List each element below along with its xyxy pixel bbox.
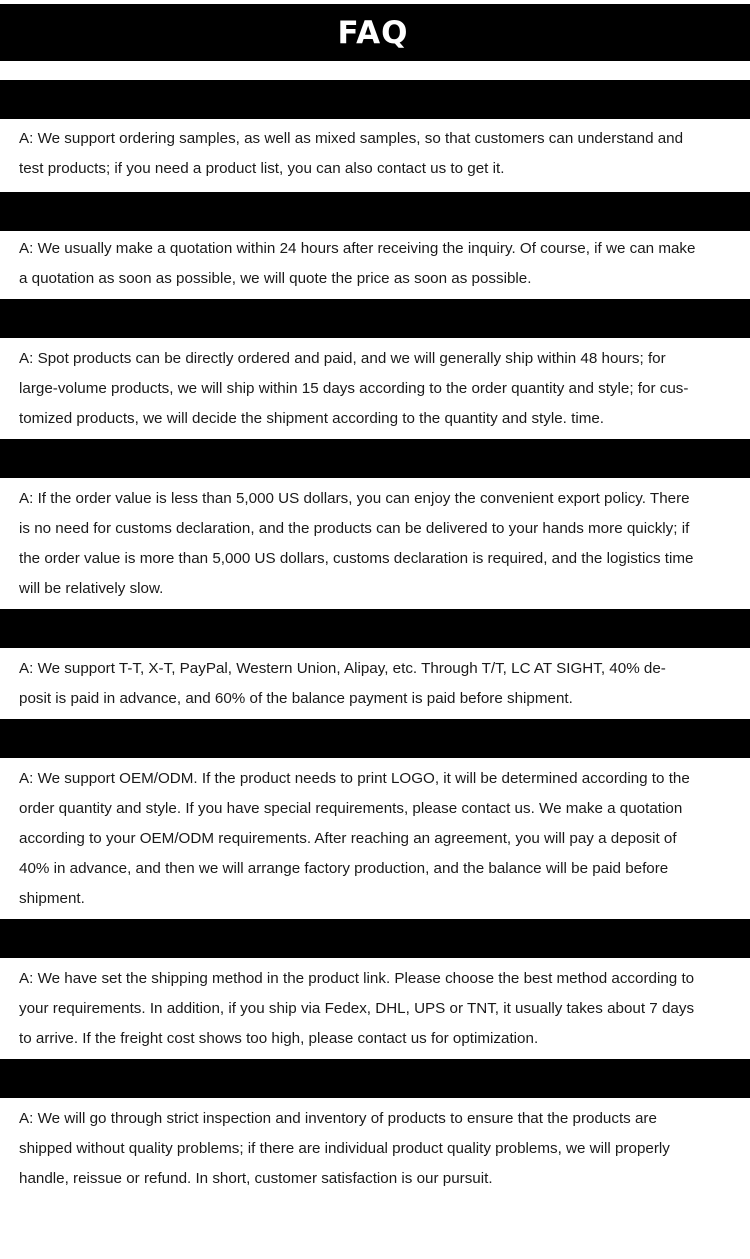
faq-answer: [19, 484, 735, 604]
faq-answer: [19, 764, 735, 914]
faq-answer: [19, 964, 735, 1054]
page-title: FAQ: [337, 14, 409, 51]
answer-line: according to your OEM/ODM requirements. After reaching an agreement, you will pay a deposit of: [19, 830, 677, 847]
answer-line: test products; if you need a product list, you can also contact us to get it.: [19, 160, 505, 177]
answer-line: A: Spot products can be directly ordered and paid, and we will generally ship within 48 hours; for: [19, 350, 666, 367]
faq-answer: [19, 1104, 735, 1194]
answer-line: A: If the order value is less than 5,000 US dollars, you can enjoy the convenient export policy. There: [19, 490, 690, 507]
answer-line: A: We support ordering samples, as well as mixed samples, so that customers can understand and: [19, 130, 684, 147]
faq-question-bar: [0, 439, 750, 478]
answer-line: A: We will go through strict inspection and inventory of products to ensure that the products are: [19, 1110, 657, 1127]
answer-line: order quantity and style. If you have special requirements, please contact us. We make a quotation: [19, 800, 683, 817]
answer-line: will be relatively slow.: [19, 580, 164, 597]
answer-line: handle, reissue or refund. In short, customer satisfaction is our pursuit.: [19, 1170, 493, 1187]
answer-line: your requirements. In addition, if you ship via Fedex, DHL, UPS or TNT, it usually takes about 7 days: [19, 1000, 695, 1017]
answer-line: 40% in advance, and then we will arrange factory production, and the balance will be paid before: [19, 860, 669, 877]
faq-answer: [19, 654, 735, 714]
faq-answer: [19, 234, 735, 294]
answer-line: a quotation as soon as possible, we will quote the price as soon as possible.: [19, 270, 532, 287]
answer-line: A: We usually make a quotation within 24 hours after receiving the inquiry. Of course, if we can make: [19, 240, 696, 257]
answer-line: posit is paid in advance, and 60% of the balance payment is paid before shipment.: [19, 690, 573, 707]
answer-line: is no need for customs declaration, and the products can be delivered to your hands more quickly; if: [19, 520, 690, 537]
answer-line: A: We support T-T, X-T, PayPal, Western Union, Alipay, etc. Through T/T, LC AT SIGHT, 40% de-: [19, 660, 666, 677]
faq-answer: [19, 344, 735, 434]
answer-line: shipped without quality problems; if there are individual product quality problems, we will properly: [19, 1140, 670, 1157]
answer-line: A: We support OEM/ODM. If the product needs to print LOGO, it will be determined according to the: [19, 770, 690, 787]
answer-line: the order value is more than 5,000 US dollars, customs declaration is required, and the logistics time: [19, 550, 694, 567]
faq-question-bar: [0, 1059, 750, 1098]
faq-question-bar: [0, 299, 750, 338]
faq-question-bar: [0, 919, 750, 958]
faq-answer: [19, 124, 735, 184]
answer-line: to arrive. If the freight cost shows too high, please contact us for optimization.: [19, 1030, 539, 1047]
answer-line: large-volume products, we will ship within 15 days according to the order quantity and style; for cus-: [19, 380, 689, 397]
faq-question-bar: [0, 719, 750, 758]
faq-question-bar: [0, 80, 750, 119]
faq-title-bar: [0, 4, 750, 61]
faq-question-bar: [0, 609, 750, 648]
answer-line: shipment.: [19, 890, 85, 907]
answer-line: tomized products, we will decide the shipment according to the quantity and style. time.: [19, 410, 605, 427]
answer-line: A: We have set the shipping method in the product link. Please choose the best method according to: [19, 970, 695, 987]
faq-question-bar: [0, 192, 750, 231]
